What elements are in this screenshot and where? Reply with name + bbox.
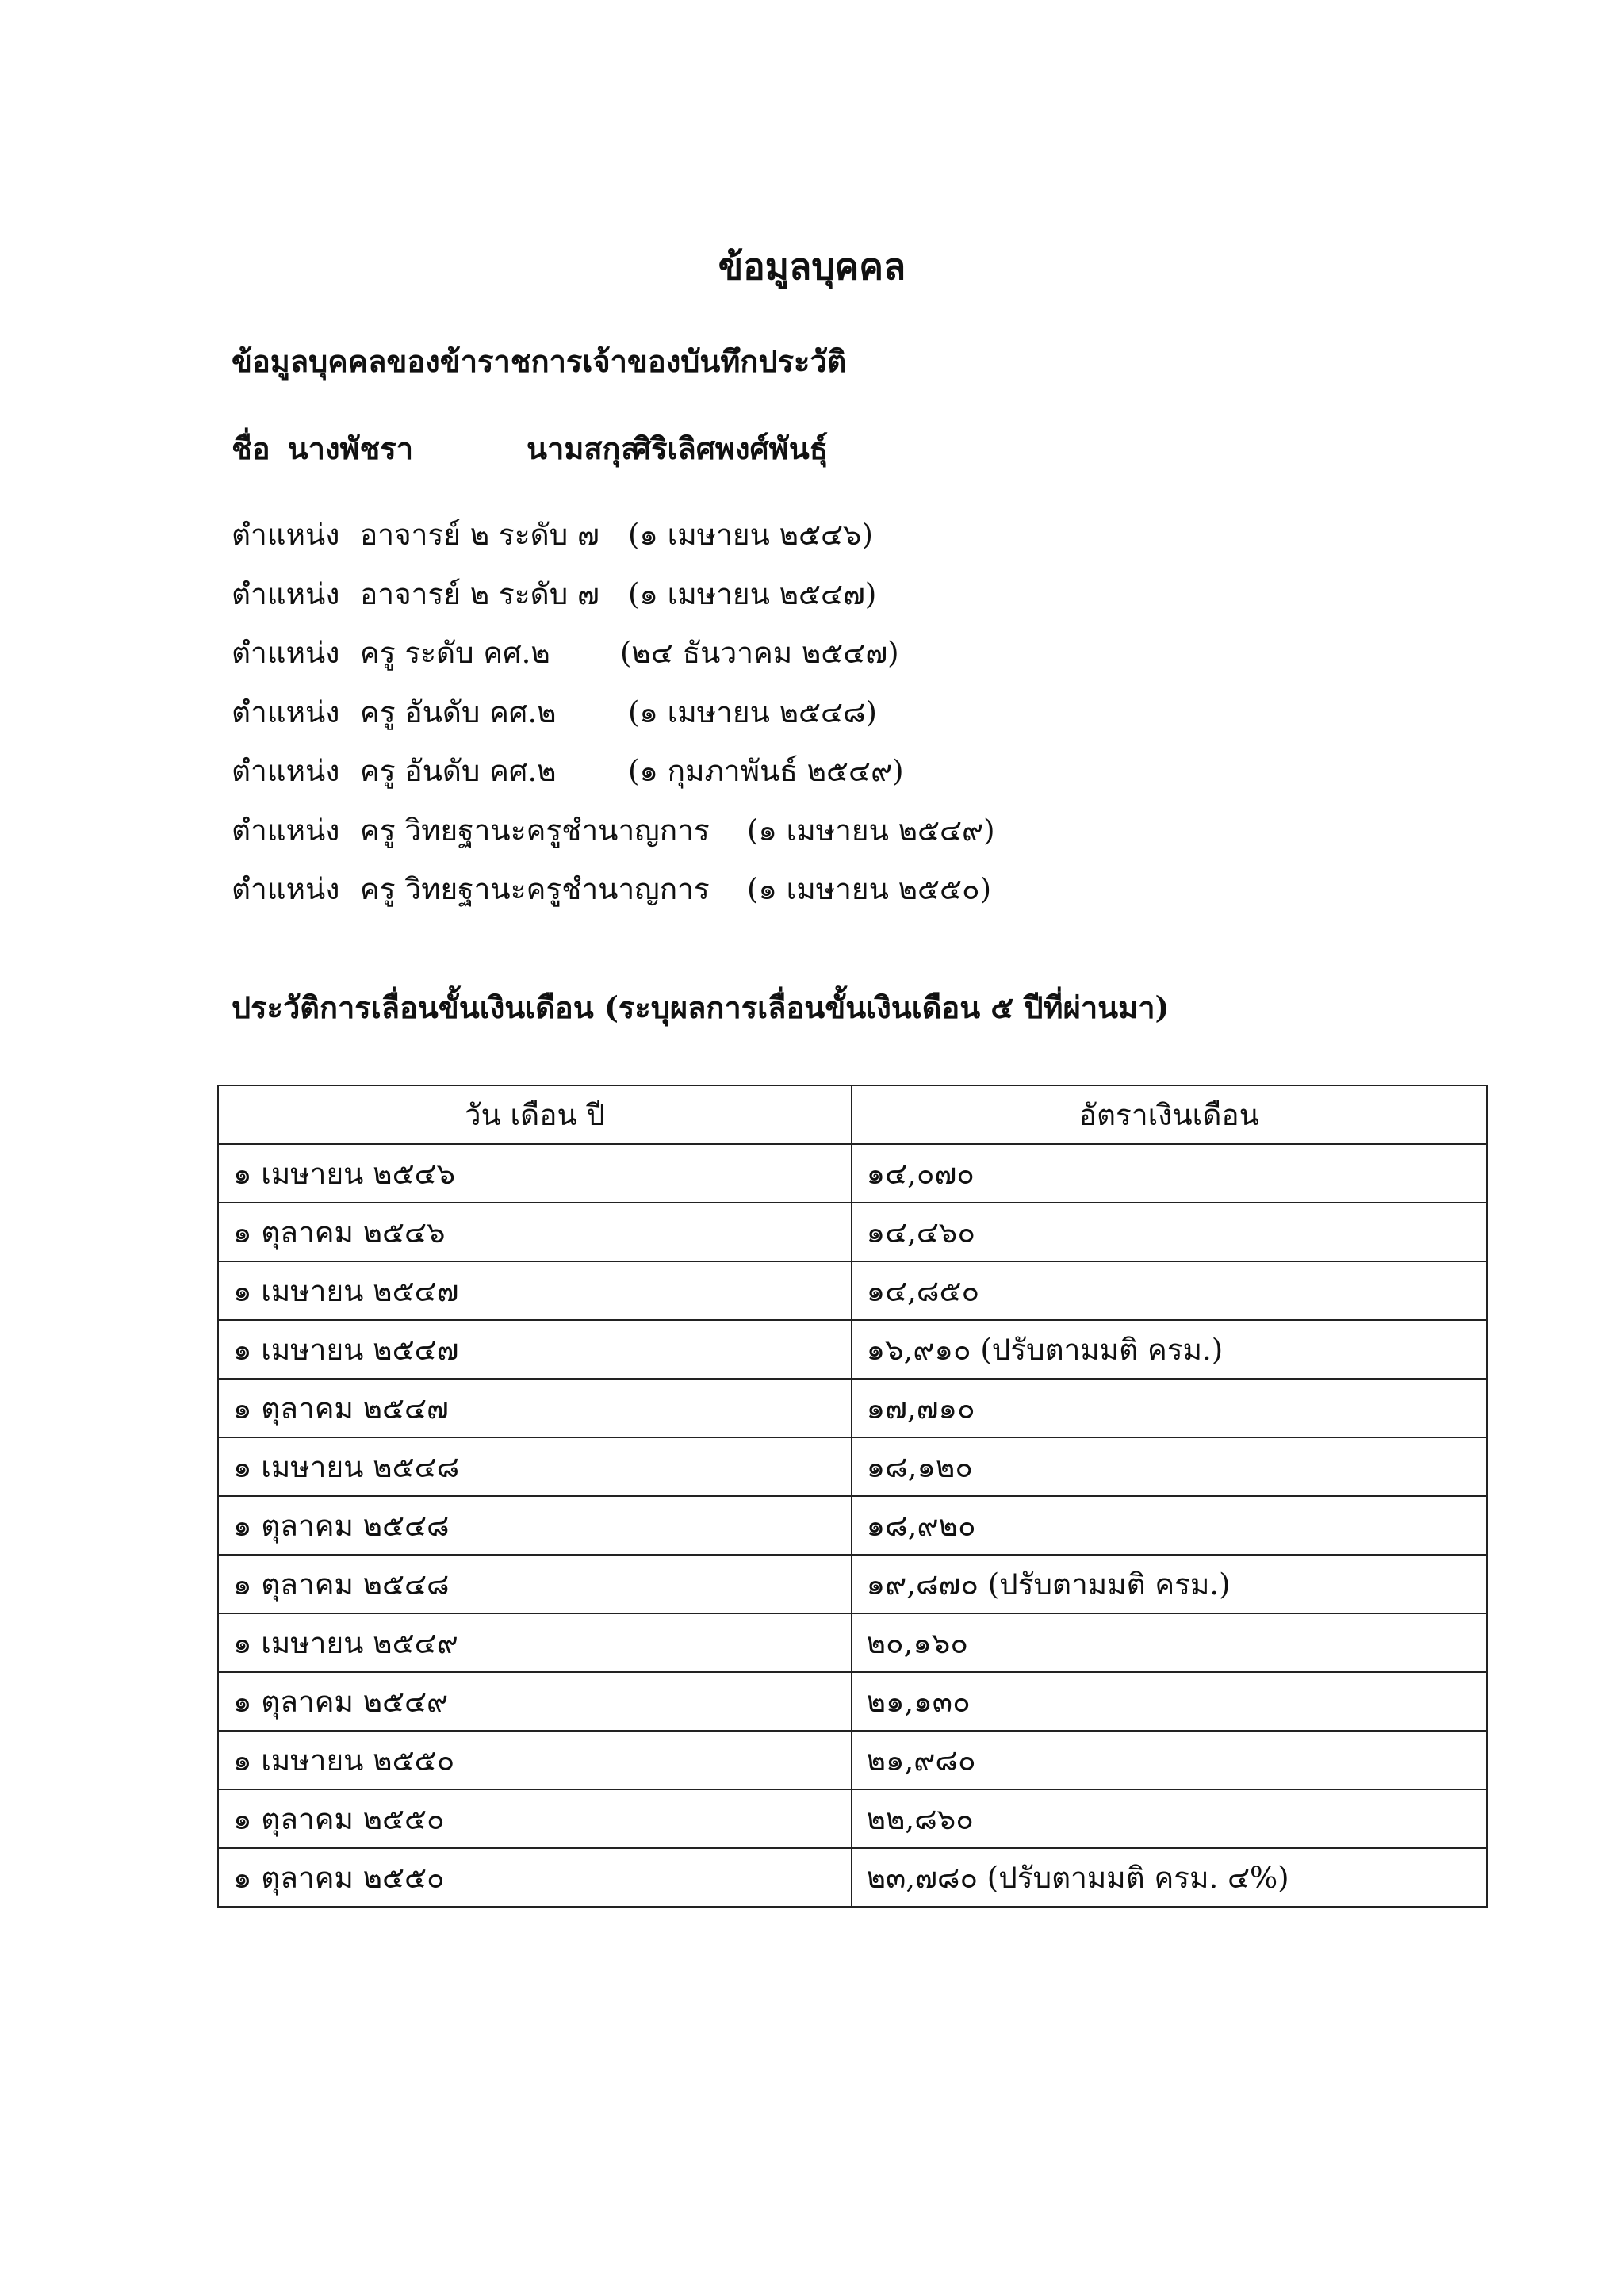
salary-cell: ๒๓,๗๘๐ (ปรับตามมติ ครม. ๔%) [852, 1848, 1487, 1907]
table-row [218, 1672, 1487, 1731]
table-row [218, 1320, 1487, 1379]
salary-history-table [217, 1085, 1488, 1908]
position-label: ตำแหน่ง [232, 754, 340, 788]
salary-cell: ๑๔,๘๕๐ [852, 1261, 1487, 1320]
salary-cell: ๑๘,๑๒๐ [852, 1437, 1487, 1496]
position-date: (๒๔ ธันวาคม ๒๕๔๗) [620, 636, 899, 670]
table-row [218, 1261, 1487, 1320]
date-cell: ๑ ตุลาคม ๒๕๔๙ [218, 1672, 852, 1731]
position-rank: ครู ระดับ คศ.๒ [360, 636, 550, 670]
position-label: ตำแหน่ง [232, 872, 340, 906]
position-date: (๑ กุมภาพันธ์ ๒๕๔๙) [628, 754, 904, 788]
position-date: (๑ เมษายน ๒๕๔๗) [628, 576, 877, 611]
person-name-line [232, 424, 828, 473]
position-date: (๑ เมษายน ๒๕๕๐) [747, 872, 992, 906]
salary-cell: ๑๔,๐๗๐ [852, 1144, 1487, 1203]
salary-history-heading: ประวัติการเลื่อนขั้นเงินเดือน (ระบุผลการเลื่อนขั้นเงินเดือน ๕ ปีที่ผ่านมา) [232, 989, 1170, 1025]
salary-cell: ๒๒,๘๖๐ [852, 1789, 1487, 1848]
position-rank: อาจารย์ ๒ ระดับ ๗ [360, 518, 599, 552]
position-date: (๑ เมษายน ๒๕๔๙) [747, 813, 995, 848]
date-cell: ๑ เมษายน ๒๕๔๗ [218, 1320, 852, 1379]
surname: ศิริเลิศพงศ์พันธุ์ [632, 430, 828, 466]
position-date: (๑ เมษายน ๒๕๔๘) [628, 695, 877, 729]
position-rank: ครู วิทยฐานะครูชำนาญการ [360, 813, 710, 848]
position-rank: ครู วิทยฐานะครูชำนาญการ [360, 872, 710, 906]
date-cell: ๑ ตุลาคม ๒๕๔๖ [218, 1203, 852, 1261]
table-row [218, 1789, 1487, 1848]
position-list [232, 511, 1421, 925]
salary-cell: ๑๙,๘๗๐ (ปรับตามมติ ครม.) [852, 1555, 1487, 1613]
position-date: (๑ เมษายน ๒๕๔๖) [628, 518, 873, 552]
date-cell: ๑ เมษายน ๒๕๔๖ [218, 1144, 852, 1203]
position-label: ตำแหน่ง [232, 518, 340, 552]
name-label: ชื่อ [232, 430, 270, 466]
table-header-row [218, 1085, 1487, 1144]
table-row [218, 1848, 1487, 1907]
table-row [218, 1496, 1487, 1555]
section-subtitle: ข้อมูลบุคคลของข้าราชการเจ้าของบันทึกประวัติ [232, 343, 847, 379]
salary-cell: ๒๐,๑๖๐ [852, 1613, 1487, 1672]
position-label: ตำแหน่ง [232, 813, 340, 848]
position-label: ตำแหน่ง [232, 576, 340, 611]
table-row [218, 1555, 1487, 1613]
date-cell: ๑ ตุลาคม ๒๕๔๘ [218, 1496, 852, 1555]
position-rank: ครู อันดับ คศ.๒ [360, 695, 557, 729]
table-row [218, 1144, 1487, 1203]
salary-cell: ๑๘,๙๒๐ [852, 1496, 1487, 1555]
position-row [232, 571, 1421, 630]
date-cell: ๑ ตุลาคม ๒๕๕๐ [218, 1848, 852, 1907]
date-cell: ๑ ตุลาคม ๒๕๔๗ [218, 1379, 852, 1437]
position-rank: ครู อันดับ คศ.๒ [360, 754, 557, 788]
date-cell: ๑ ตุลาคม ๒๕๕๐ [218, 1789, 852, 1848]
position-row [232, 807, 1421, 867]
salary-cell: ๑๗,๗๑๐ [852, 1379, 1487, 1437]
date-cell: ๑ เมษายน ๒๕๔๗ [218, 1261, 852, 1320]
position-row [232, 689, 1421, 748]
salary-cell: ๒๑,๑๓๐ [852, 1672, 1487, 1731]
table-row [218, 1203, 1487, 1261]
date-cell: ๑ เมษายน ๒๕๔๘ [218, 1437, 852, 1496]
date-cell: ๑ เมษายน ๒๕๔๙ [218, 1613, 852, 1672]
date-cell: ๑ เมษายน ๒๕๕๐ [218, 1731, 852, 1789]
salary-cell: ๑๔,๔๖๐ [852, 1203, 1487, 1261]
position-label: ตำแหน่ง [232, 695, 340, 729]
table-row [218, 1613, 1487, 1672]
position-label: ตำแหน่ง [232, 636, 340, 670]
table-row [218, 1731, 1487, 1789]
column-header-date: วัน เดือน ปี [218, 1085, 852, 1144]
surname-label: นามสกุล [527, 430, 639, 466]
position-row [232, 511, 1421, 571]
position-rank: อาจารย์ ๒ ระดับ ๗ [360, 576, 599, 611]
page-title: ข้อมูลบุคคล [718, 245, 906, 288]
position-row [232, 748, 1421, 807]
table-row [218, 1437, 1487, 1496]
table-row [218, 1379, 1487, 1437]
column-header-salary: อัตราเงินเดือน [852, 1085, 1487, 1144]
position-row [232, 629, 1421, 689]
date-cell: ๑ ตุลาคม ๒๕๔๘ [218, 1555, 852, 1613]
salary-cell: ๑๖,๙๑๐ (ปรับตามมติ ครม.) [852, 1320, 1487, 1379]
first-name: นางพัชรา [287, 430, 414, 466]
salary-cell: ๒๑,๙๘๐ [852, 1731, 1487, 1789]
position-row [232, 866, 1421, 925]
